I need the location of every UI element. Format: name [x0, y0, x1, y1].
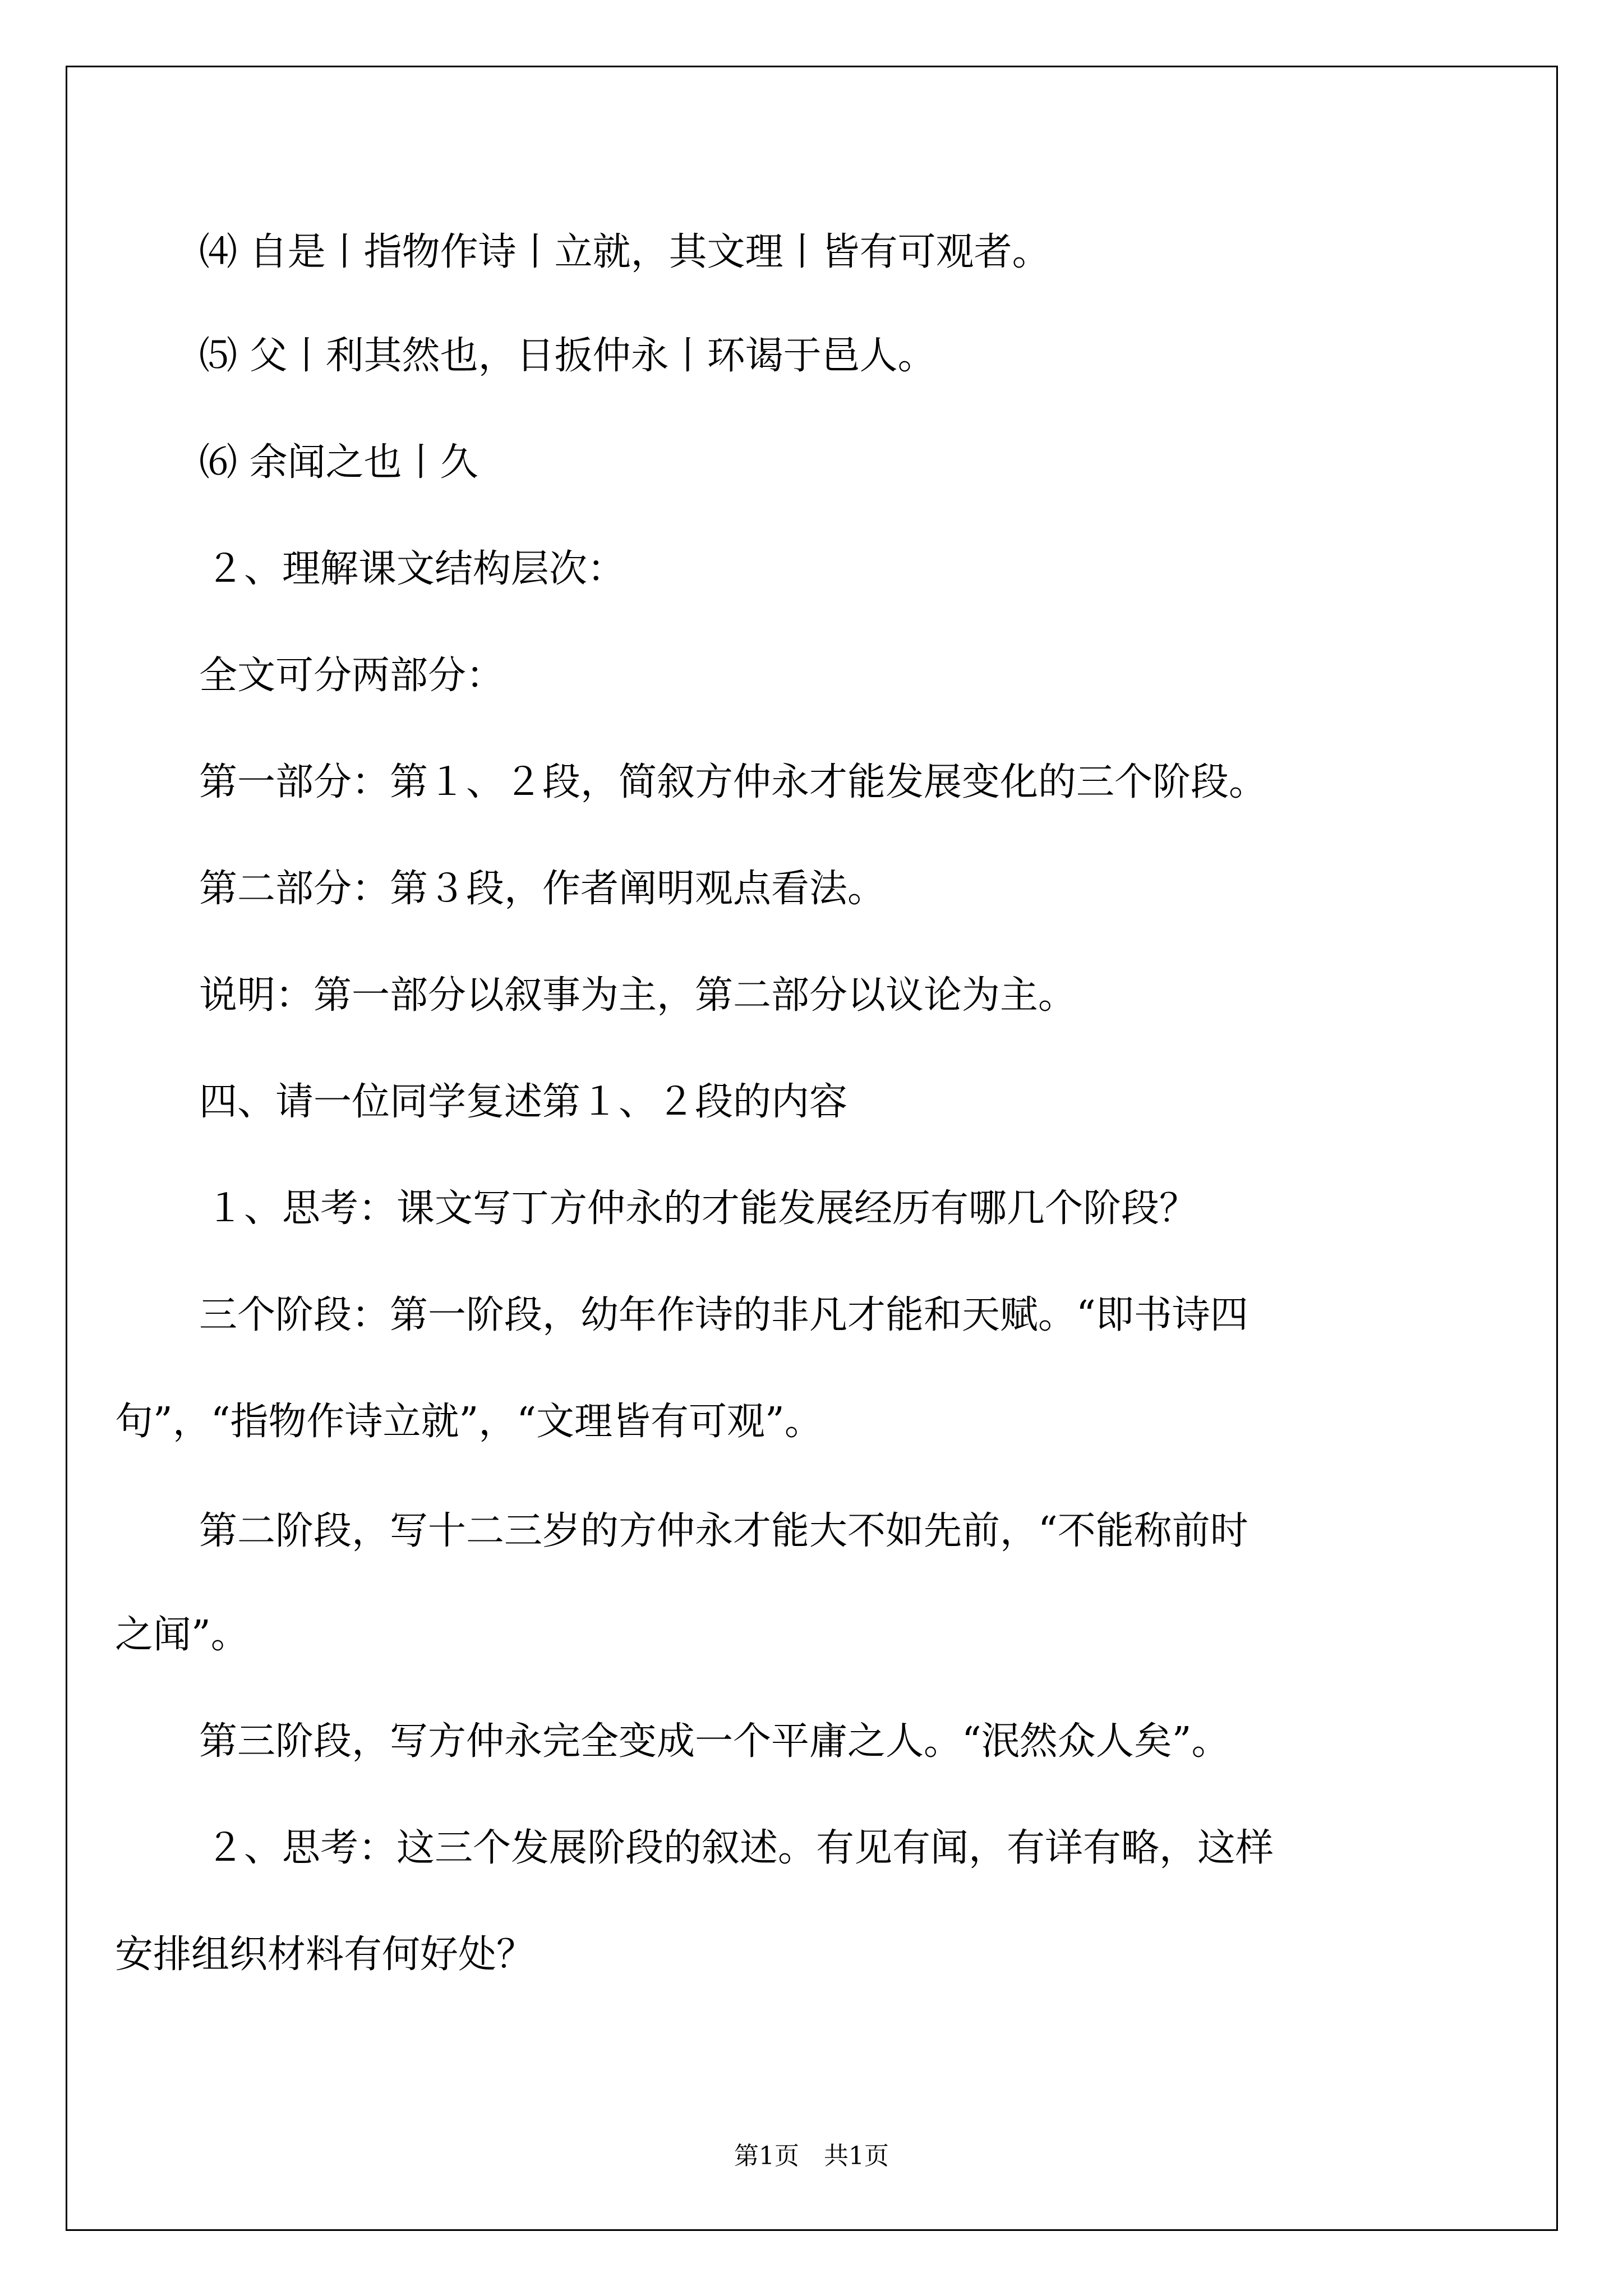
- text-line-10: １、思考：课文写丁方仲永的才能发展经历有哪几个阶段？: [206, 1186, 1198, 1231]
- text-line-12: 句”，“指物作诗立就”，“文理皆有可观”。: [115, 1400, 823, 1444]
- text-line-3: ⑹ 余闻之也丨久: [199, 440, 478, 485]
- text-line-15: 第三阶段，写方仲永完全变成一个平庸之人。“泯然众人矣”。: [199, 1719, 1230, 1764]
- text-line-2: ⑸ 父丨利其然也，日扳仲永丨环谒于邑人。: [199, 334, 936, 378]
- text-line-5: 全文可分两部分：: [199, 654, 505, 698]
- text-line-6: 第一部分：第１、２段，简叙方仲永才能发展变化的三个阶段。: [199, 760, 1267, 804]
- text-line-13: 第二阶段，写十二三岁的方仲永才能大不如先前，“不能称前时: [199, 1509, 1248, 1553]
- text-line-17: 安排组织材料有何好处？: [115, 1932, 535, 1977]
- text-line-16: ２、思考：这三个发展阶段的叙述。有见有闻，有详有略，这样: [206, 1826, 1274, 1870]
- page-border: [66, 66, 1558, 2231]
- text-line-7: 第二部分：第３段，作者阐明观点看法。: [199, 867, 886, 911]
- text-line-1: ⑷ 自是丨指物作诗丨立就，其文理丨皆有可观者。: [199, 230, 1050, 274]
- page-number-footer: 第1页 共1页: [734, 2142, 889, 2170]
- text-line-9: 四、请一位同学复述第１、２段的内容: [199, 1080, 848, 1124]
- text-line-11: 三个阶段：第一阶段，幼年作诗的非凡才能和天赋。“即书诗四: [199, 1293, 1248, 1337]
- text-line-4: ２、理解课文结构层次：: [206, 547, 626, 591]
- text-line-8: 说明：第一部分以叙事为主，第二部分以议论为主。: [199, 973, 1077, 1018]
- text-line-14: 之闻”。: [115, 1613, 249, 1657]
